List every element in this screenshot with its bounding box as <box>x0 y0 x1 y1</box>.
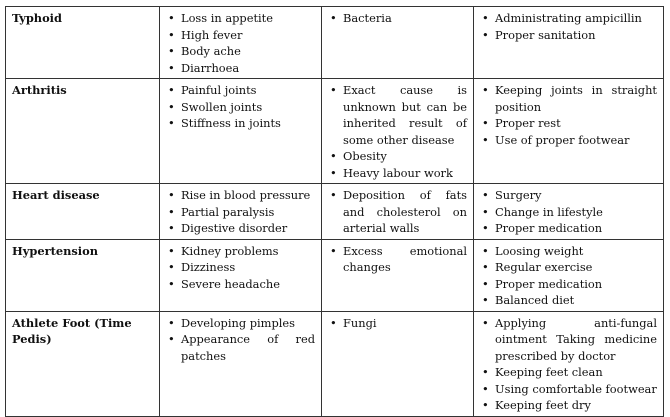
list-item <box>480 82 657 115</box>
causes-cell <box>322 239 474 311</box>
list-item-text: Stiffness in joints <box>181 116 281 130</box>
bullet-icon: • <box>482 204 489 219</box>
list-item <box>480 243 657 260</box>
list-item <box>166 204 315 221</box>
treatment-list <box>480 243 657 309</box>
list-item <box>166 220 315 237</box>
bullet-icon: • <box>168 276 175 291</box>
list-item <box>166 315 315 332</box>
bullet-icon: • <box>482 365 489 379</box>
causes-list <box>328 82 467 181</box>
list-item <box>328 187 467 237</box>
list-item <box>328 315 467 332</box>
table-row <box>6 79 664 184</box>
list-item <box>480 132 657 149</box>
bullet-icon: • <box>168 11 175 25</box>
list-item-text: Dizziness <box>181 260 236 274</box>
table-row <box>6 311 664 416</box>
causes-list <box>328 10 467 27</box>
list-item <box>166 276 315 293</box>
treatment-cell <box>474 239 664 311</box>
disease-name-cell: Typhoid <box>6 7 160 79</box>
bullet-icon: • <box>482 116 489 130</box>
list-item <box>480 27 657 44</box>
bullet-icon: • <box>168 260 175 274</box>
list-item-text: Proper rest <box>495 116 561 130</box>
list-item <box>328 148 467 165</box>
list-item-text: Body ache <box>181 44 241 58</box>
bullet-icon: • <box>330 188 337 202</box>
disease-name-cell: Athlete Foot (Time Pedis) <box>6 311 160 416</box>
list-item <box>328 165 467 182</box>
symptoms-cell <box>160 79 322 184</box>
list-item-text: Proper sanitation <box>495 27 596 42</box>
list-item <box>480 315 657 365</box>
symptoms-cell <box>160 184 322 240</box>
bullet-icon: • <box>330 149 337 163</box>
disease-name-cell: Heart disease <box>6 184 160 240</box>
list-item <box>480 381 657 398</box>
list-item-text: Applying anti-fungal ointment Taking medicine prescribed by doctor <box>495 315 657 363</box>
list-item-text: Keeping feet clean <box>495 365 603 379</box>
symptoms-list <box>166 315 315 365</box>
list-item <box>480 276 657 293</box>
list-item-text: Change in lifestyle <box>495 204 603 219</box>
causes-cell <box>322 79 474 184</box>
list-item <box>328 82 467 148</box>
bullet-icon: • <box>168 204 175 219</box>
list-item-text: Excess emotional changes <box>343 243 467 274</box>
bullet-icon: • <box>482 11 489 25</box>
list-item-text: Loss in appetite <box>181 11 273 25</box>
list-item-text: Developing pimples <box>181 315 295 330</box>
list-item <box>328 243 467 276</box>
list-item-text: Regular exercise <box>495 260 593 274</box>
list-item-text: Heavy labour work <box>343 165 453 180</box>
list-item-text: Loosing weight <box>495 243 584 258</box>
bullet-icon: • <box>482 132 489 147</box>
bullet-icon: • <box>168 332 175 346</box>
list-item <box>480 10 657 27</box>
table-row <box>6 184 664 240</box>
symptoms-list <box>166 187 315 237</box>
list-item <box>166 243 315 260</box>
list-item-text: Rise in blood pressure <box>181 188 311 202</box>
bullet-icon: • <box>168 27 175 42</box>
bullet-icon: • <box>330 11 337 25</box>
list-item-text: Obesity <box>343 149 387 163</box>
bullet-icon: • <box>168 315 175 330</box>
bullet-icon: • <box>482 315 489 330</box>
bullet-icon: • <box>168 116 175 130</box>
symptoms-cell <box>160 311 322 416</box>
list-item <box>166 99 315 116</box>
bullet-icon: • <box>482 243 489 258</box>
causes-cell <box>322 7 474 79</box>
disease-table <box>5 6 664 417</box>
treatment-list <box>480 187 657 237</box>
list-item <box>166 10 315 27</box>
list-item <box>166 82 315 99</box>
disease-name-cell: Arthritis <box>6 79 160 184</box>
list-item <box>480 259 657 276</box>
list-item <box>480 364 657 381</box>
treatment-cell <box>474 7 664 79</box>
causes-list <box>328 243 467 276</box>
treatment-cell <box>474 79 664 184</box>
bullet-icon: • <box>330 83 337 97</box>
list-item-text: Administrating ampicillin <box>495 11 642 25</box>
causes-list <box>328 187 467 237</box>
list-item-text: Partial paralysis <box>181 204 275 219</box>
symptoms-cell <box>160 239 322 311</box>
treatment-list <box>480 315 657 414</box>
list-item <box>480 204 657 221</box>
bullet-icon: • <box>168 99 175 114</box>
bullet-icon: • <box>482 276 489 291</box>
treatment-cell <box>474 184 664 240</box>
bullet-icon: • <box>168 243 175 258</box>
list-item-text: High fever <box>181 27 243 42</box>
list-item <box>328 10 467 27</box>
list-item-text: Deposition of fats and cholesterol on arterial walls <box>343 188 467 235</box>
list-item-text: Painful joints <box>181 83 257 97</box>
list-item-text: Use of proper footwear <box>495 132 630 147</box>
causes-list <box>328 315 467 332</box>
bullet-icon: • <box>482 381 489 396</box>
bullet-icon: • <box>168 221 175 235</box>
list-item <box>166 60 315 77</box>
bullet-icon: • <box>482 398 489 412</box>
bullet-icon: • <box>482 221 489 235</box>
list-item <box>166 115 315 132</box>
symptoms-list <box>166 243 315 293</box>
list-item-text: Diarrhoea <box>181 60 240 75</box>
treatment-list <box>480 10 657 43</box>
bullet-icon: • <box>168 44 175 58</box>
list-item-text: Keeping feet dry <box>495 398 591 412</box>
list-item-text: Proper medication <box>495 276 603 291</box>
symptoms-list <box>166 10 315 76</box>
list-item <box>166 259 315 276</box>
list-item <box>166 187 315 204</box>
bullet-icon: • <box>168 83 175 97</box>
list-item-text: Severe headache <box>181 276 280 291</box>
table-row <box>6 7 664 79</box>
bullet-icon: • <box>482 27 489 42</box>
list-item <box>480 220 657 237</box>
list-item <box>166 27 315 44</box>
list-item-text: Fungi <box>343 315 377 330</box>
list-item <box>480 187 657 204</box>
list-item-text: Using comfortable footwear <box>495 381 657 396</box>
bullet-icon: • <box>482 260 489 274</box>
list-item <box>166 331 315 364</box>
bullet-icon: • <box>482 83 489 97</box>
list-item-text: Bacteria <box>343 11 392 25</box>
table-row <box>6 239 664 311</box>
symptoms-cell <box>160 7 322 79</box>
treatment-cell <box>474 311 664 416</box>
list-item <box>480 115 657 132</box>
bullet-icon: • <box>168 60 175 75</box>
list-item <box>480 292 657 309</box>
bullet-icon: • <box>330 243 337 258</box>
list-item-text: Surgery <box>495 188 542 202</box>
symptoms-list <box>166 82 315 132</box>
bullet-icon: • <box>330 315 337 330</box>
list-item-text: Kidney problems <box>181 243 279 258</box>
list-item-text: Proper medication <box>495 221 603 235</box>
list-item-text: Keeping joints in straight position <box>495 83 657 114</box>
disease-name-cell: Hypertension <box>6 239 160 311</box>
list-item <box>166 43 315 60</box>
causes-cell <box>322 184 474 240</box>
list-item-text: Swollen joints <box>181 99 263 114</box>
treatment-list <box>480 82 657 148</box>
bullet-icon: • <box>482 293 489 307</box>
table-body <box>6 7 664 417</box>
bullet-icon: • <box>168 188 175 202</box>
list-item-text: Balanced diet <box>495 293 575 307</box>
causes-cell <box>322 311 474 416</box>
list-item-text: Appearance of red patches <box>181 332 315 363</box>
bullet-icon: • <box>330 165 337 180</box>
bullet-icon: • <box>482 188 489 202</box>
list-item-text: Digestive disorder <box>181 221 288 235</box>
list-item <box>480 397 657 414</box>
list-item-text: Exact cause is unknown but can be inherited result of some other disease <box>343 83 467 147</box>
